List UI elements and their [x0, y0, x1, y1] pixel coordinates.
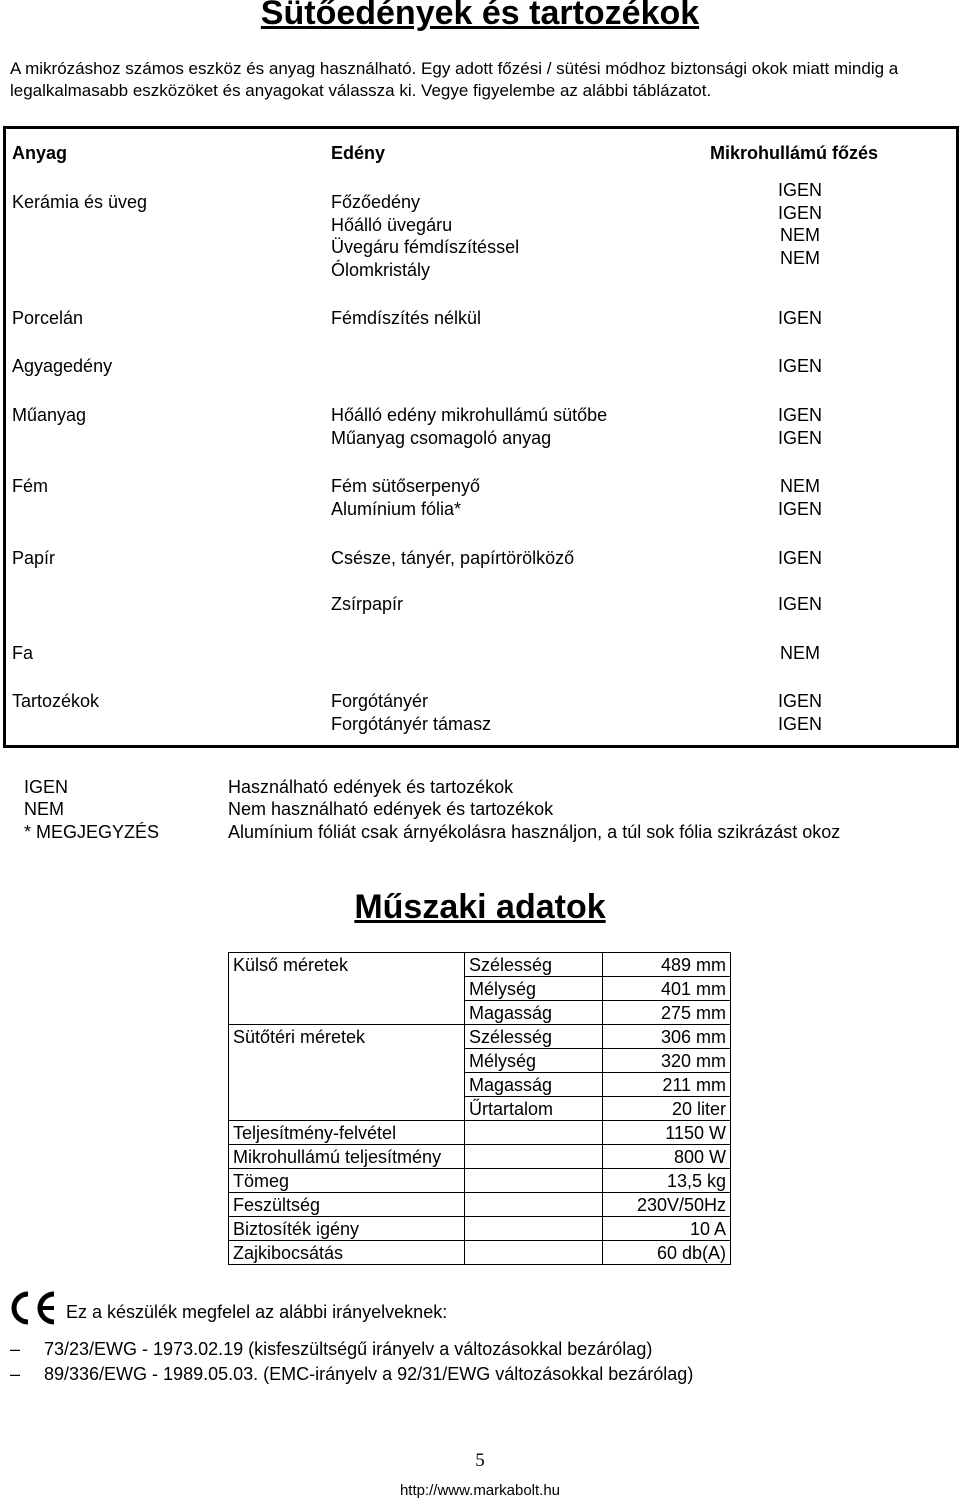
- spec-group: [229, 1001, 465, 1025]
- spec-value: 489 mm: [603, 953, 731, 977]
- materials-table: [3, 126, 959, 748]
- item: Csésze, tányér, papírtörölköző: [331, 548, 575, 568]
- tech-row: [229, 1241, 731, 1265]
- page-number: 5: [475, 1450, 485, 1471]
- answer: IGEN: [777, 203, 822, 223]
- spec-dimension: [465, 1217, 603, 1241]
- item: Forgótányér: [331, 691, 429, 711]
- spec-value: 320 mm: [603, 1049, 731, 1073]
- spec-group: [229, 1049, 465, 1073]
- spec-dimension: [465, 1193, 603, 1217]
- spec-dimension: Magasság: [465, 1001, 603, 1025]
- answer: NEM: [780, 643, 820, 663]
- legend-key-no: NEM: [24, 799, 64, 819]
- spec-group: Tömeg: [229, 1169, 465, 1193]
- item: Hőálló edény mikrohullámú sütőbe: [331, 405, 608, 425]
- answer: IGEN: [777, 308, 822, 328]
- tech-row: [229, 953, 731, 977]
- spec-value: 306 mm: [603, 1025, 731, 1049]
- answer: IGEN: [777, 548, 822, 568]
- tech-row: [229, 1049, 731, 1073]
- item: Fémdíszítés nélkül: [331, 308, 482, 328]
- header-microwave: Mikrohullámú főzés: [710, 143, 879, 163]
- item: Zsírpapír: [331, 594, 404, 614]
- item: Hőálló üvegáru: [331, 215, 453, 235]
- spec-dimension: Magasság: [465, 1073, 603, 1097]
- spec-dimension: Űrtartalom: [465, 1097, 603, 1121]
- material-paper: Papír: [12, 548, 56, 568]
- spec-dimension: [465, 1145, 603, 1169]
- material-clay: Agyagedény: [12, 356, 113, 376]
- legend-value-no: Nem használható edények és tartozékok: [228, 799, 554, 819]
- spec-dimension: Mélység: [465, 1049, 603, 1073]
- answer: IGEN: [777, 405, 822, 425]
- spec-dimension: [465, 1241, 603, 1265]
- header-vessel: Edény: [331, 143, 386, 163]
- spec-group: Zajkibocsátás: [229, 1241, 465, 1265]
- item: Főzőedény: [331, 192, 421, 212]
- page-title: Sütőedények és tartozékok: [260, 0, 700, 32]
- legend-key-yes: IGEN: [24, 777, 69, 797]
- spec-value: 401 mm: [603, 977, 731, 1001]
- ce-statement: Ez a készülék megfelel az alábbi irányelveknek:: [66, 1302, 448, 1322]
- spec-value: 60 db(A): [603, 1241, 731, 1265]
- spec-group: Külső méretek: [229, 953, 465, 977]
- tech-row: [229, 1073, 731, 1097]
- tech-row: [229, 1145, 731, 1169]
- material-ceramic: Kerámia és üveg: [12, 192, 148, 212]
- spec-value: 230V/50Hz: [603, 1193, 731, 1217]
- header-material: Anyag: [12, 143, 68, 163]
- legend-value-yes: Használható edények és tartozékok: [228, 777, 514, 797]
- spec-value: 10 A: [603, 1217, 731, 1241]
- spec-group: Teljesítmény-felvétel: [229, 1121, 465, 1145]
- spec-value: 13,5 kg: [603, 1169, 731, 1193]
- item: Műanyag csomagoló anyag: [331, 428, 552, 448]
- spec-value: 1150 W: [603, 1121, 731, 1145]
- spec-dimension: Szélesség: [465, 1025, 603, 1049]
- spec-value: 20 liter: [603, 1097, 731, 1121]
- spec-group: Mikrohullámú teljesítmény: [229, 1145, 465, 1169]
- legend-key-note: * MEGJEGYZÉS: [24, 822, 160, 842]
- answer: IGEN: [777, 714, 822, 734]
- answer: IGEN: [777, 180, 822, 200]
- answer: NEM: [780, 248, 820, 268]
- material-wood: Fa: [12, 643, 34, 663]
- spec-dimension: Mélység: [465, 977, 603, 1001]
- answer: IGEN: [777, 428, 822, 448]
- item: Üvegáru fémdíszítéssel: [331, 237, 520, 257]
- item: Alumínium fólia*: [331, 499, 462, 519]
- spec-group: Biztosíték igény: [229, 1217, 465, 1241]
- spec-group: [229, 1097, 465, 1121]
- spec-value: 275 mm: [603, 1001, 731, 1025]
- answer: NEM: [780, 476, 820, 496]
- material-plastic: Műanyag: [12, 405, 87, 425]
- spec-dimension: [465, 1121, 603, 1145]
- spec-dimension: Szélesség: [465, 953, 603, 977]
- answer: IGEN: [777, 691, 822, 711]
- answer: IGEN: [777, 594, 822, 614]
- tech-row: [229, 1217, 731, 1241]
- ce-mark-icon: [10, 1290, 58, 1326]
- spec-group: [229, 977, 465, 1001]
- tech-row: [229, 1121, 731, 1145]
- answer: IGEN: [777, 499, 822, 519]
- answer: NEM: [780, 225, 820, 245]
- tech-row: [229, 1097, 731, 1121]
- dash-bullet: –: [10, 1339, 21, 1359]
- spec-group: [229, 1073, 465, 1097]
- material-accessories: Tartozékok: [12, 691, 100, 711]
- material-porcelain: Porcelán: [12, 308, 84, 328]
- answer: IGEN: [777, 356, 822, 376]
- tech-row: [229, 1025, 731, 1049]
- directive-item: – 73/23/EWG - 1973.02.19 (kisfeszültségű irányelv a változásokkal bezárólag): [10, 1339, 653, 1359]
- spec-group: Feszültség: [229, 1193, 465, 1217]
- tech-row: [229, 1001, 731, 1025]
- spec-value: 800 W: [603, 1145, 731, 1169]
- intro-paragraph: A mikrózáshoz számos eszköz és anyag használható. Egy adott főzési / sütési módhoz biztonsági okok miatt mindig a legalkalmasabb eszközöket és anyagokat válassza ki. Vegye figyelembe az alábbi táblázatot.: [10, 59, 899, 100]
- tech-title: Műszaki adatok: [354, 888, 606, 926]
- tech-specs-table: [228, 952, 731, 1265]
- directive-item: – 89/336/EWG - 1989.05.03. (EMC-irányelv a 92/31/EWG változásokkal bezárólag): [10, 1364, 694, 1384]
- dash-bullet: –: [10, 1364, 21, 1384]
- tech-row: [229, 977, 731, 1001]
- item: Ólomkristály: [331, 260, 431, 280]
- material-metal: Fém: [12, 476, 48, 496]
- legend-value-note: Alumínium fóliát csak árnyékolásra használjon, a túl sok fólia szikrázást okoz: [228, 822, 841, 842]
- item: Forgótányér támasz: [331, 714, 492, 734]
- tech-row: [229, 1193, 731, 1217]
- item: Fém sütőserpenyő: [331, 476, 481, 496]
- tech-row: [229, 1169, 731, 1193]
- spec-value: 211 mm: [603, 1073, 731, 1097]
- spec-group: Sütőtéri méretek: [229, 1025, 465, 1049]
- spec-dimension: [465, 1169, 603, 1193]
- footer-url: http://www.markabolt.hu: [399, 1482, 561, 1499]
